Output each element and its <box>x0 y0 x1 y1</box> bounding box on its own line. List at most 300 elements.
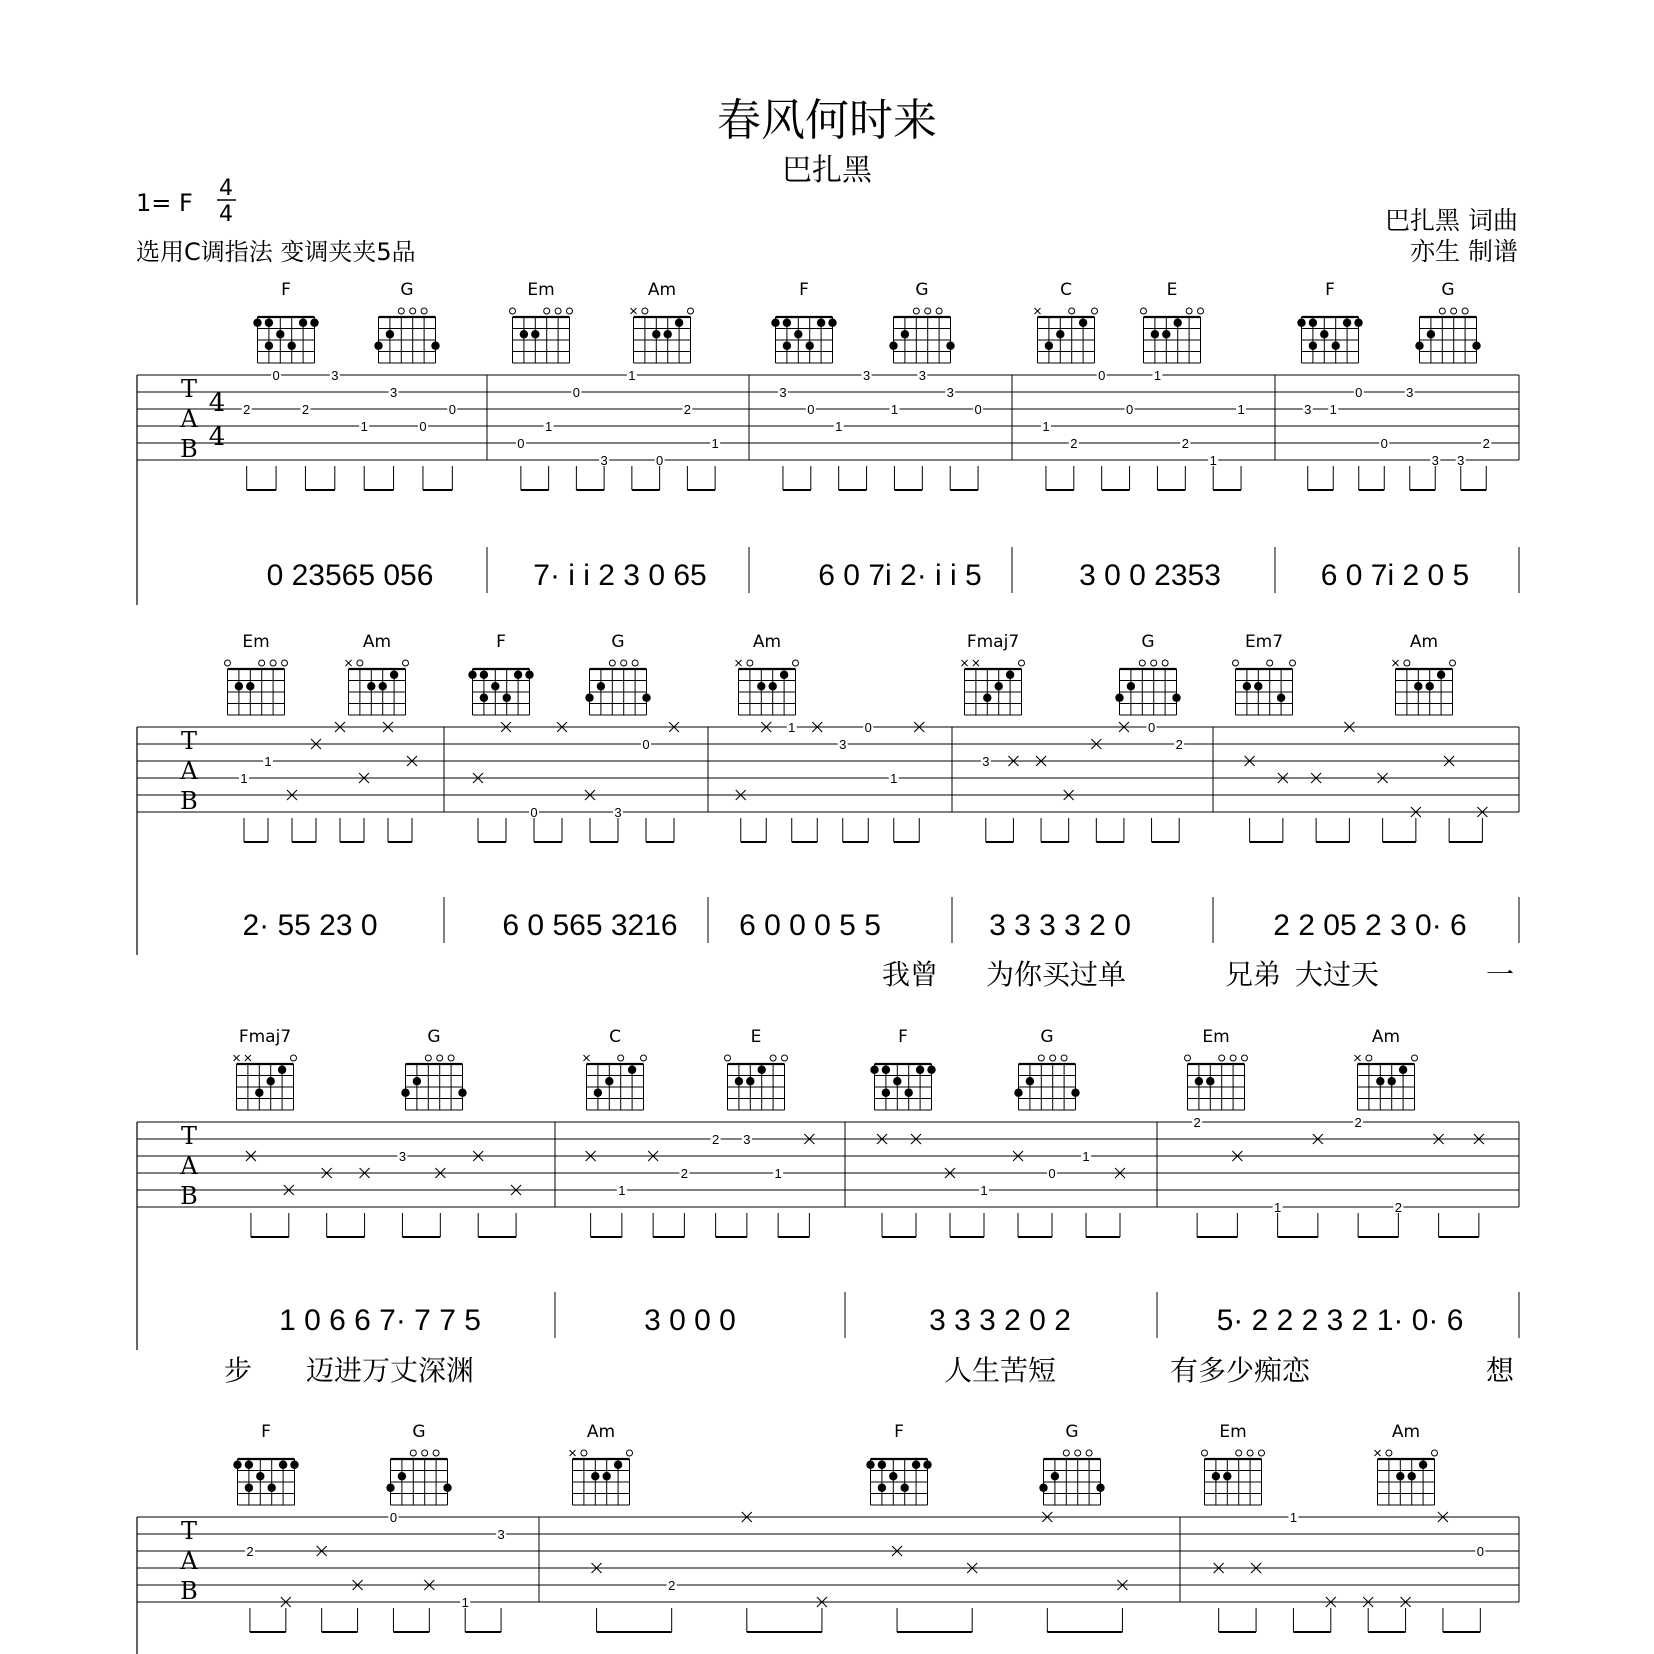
open-string-marker <box>1267 660 1273 666</box>
tab-fret-number: 3 <box>862 368 871 383</box>
chord-dot <box>458 1089 466 1097</box>
open-string-marker <box>1247 1450 1253 1456</box>
chord-name: E <box>1166 280 1178 300</box>
tab-fret-number: 1 <box>461 1595 469 1610</box>
tab-fret-number: 3 <box>1457 453 1465 468</box>
open-string-marker <box>770 1055 776 1061</box>
tab-fret-number: 1 <box>890 771 898 786</box>
jianpu-measure: 6 0 7i 2 0 5 <box>1320 559 1470 592</box>
chord-name: Am <box>1391 1422 1421 1442</box>
chord-diagram-c <box>1035 280 1098 363</box>
open-string-marker <box>1219 1055 1225 1061</box>
chord-dot <box>290 1461 298 1469</box>
jianpu-measure: 3 3 3 2 0 2 <box>929 1304 1071 1337</box>
open-string-marker <box>641 1055 647 1061</box>
chord-name: G <box>915 280 929 300</box>
tab-fret-number: 2 <box>1394 1200 1402 1215</box>
chord-name: F <box>281 280 291 300</box>
tab-clef-letter: A <box>180 757 198 785</box>
chord-dot <box>757 682 765 690</box>
artist-name: 巴扎黑 <box>782 153 872 188</box>
chord-dot <box>1320 330 1328 338</box>
tab-fret-number: 3 <box>497 1527 505 1542</box>
open-string-marker <box>688 308 694 314</box>
tab-fret-number: 0 <box>272 368 280 383</box>
chord-dot <box>386 330 394 338</box>
system-3 <box>137 1114 1519 1387</box>
tab-fret-number: 0 <box>419 419 427 434</box>
chord-name: G <box>427 1027 441 1047</box>
chord-dot <box>1071 1089 1079 1097</box>
chord-name: G <box>400 280 414 300</box>
chord-dot <box>882 1089 890 1097</box>
tab-fret-number: 2 <box>1175 737 1183 752</box>
open-string-marker <box>1412 1055 1418 1061</box>
system-1 <box>137 367 1519 605</box>
chord-dot <box>664 330 672 338</box>
chord-diagram-am <box>570 1422 633 1505</box>
chord-diagram-g <box>889 280 954 363</box>
capo-instruction: 选用C调指法 变调夹夹5品 <box>136 238 416 266</box>
chord-dot <box>1045 342 1053 350</box>
open-string-marker <box>621 660 627 666</box>
chord-dot <box>265 319 273 327</box>
chord-diagram-g <box>401 1027 466 1110</box>
chord-dot <box>901 1484 909 1492</box>
tab-fret-number: 1 <box>1237 402 1245 417</box>
lyric-phrase: 有多少痴恋 <box>1169 1354 1311 1387</box>
chord-dot <box>1006 671 1014 679</box>
open-string-marker <box>282 660 288 666</box>
chord-dot <box>503 694 511 702</box>
open-string-marker <box>1432 1450 1438 1456</box>
tab-clef-letter: B <box>180 435 198 463</box>
chord-dot <box>1039 1484 1047 1492</box>
chord-dot <box>1437 671 1445 679</box>
chord-dot <box>735 1077 743 1085</box>
chord-diagram-am <box>1375 1422 1438 1505</box>
tab-fret-number: 3 <box>398 1149 407 1164</box>
chord-name: Em <box>242 632 270 652</box>
open-string-marker <box>913 308 919 314</box>
tab-fret-number: 3 <box>743 1132 751 1147</box>
chord-dot <box>514 671 522 679</box>
chord-dot <box>783 342 791 350</box>
jianpu-measure: 5· 2 2 2 3 2 1· 0· 6 <box>1216 1304 1464 1337</box>
open-string-marker <box>1075 1450 1081 1456</box>
tab-time-bottom: 4 <box>208 422 226 452</box>
tab-fret-number: 3 <box>389 385 398 400</box>
chord-dot <box>878 1484 886 1492</box>
chord-dot <box>1174 319 1182 327</box>
chord-diagram-am <box>1393 632 1456 715</box>
open-string-marker <box>1259 1450 1265 1456</box>
tab-fret-number: 1 <box>545 419 553 434</box>
chord-dot <box>605 1077 613 1085</box>
chord-diagram-f <box>870 1027 935 1110</box>
chord-dot <box>878 1461 886 1469</box>
open-string-marker <box>925 308 931 314</box>
jianpu-measure: 2· 55 23 0 <box>242 909 378 942</box>
chord-dot <box>783 319 791 327</box>
chord-dot <box>491 682 499 690</box>
chord-dot <box>1309 319 1317 327</box>
open-string-marker <box>410 308 416 314</box>
chord-dot <box>1376 1077 1384 1085</box>
chord-diagram-g <box>1415 280 1480 363</box>
open-string-marker <box>422 1450 428 1456</box>
tab-fret-number: 3 <box>1431 453 1439 468</box>
chord-name: Em <box>1202 1027 1230 1047</box>
chord-dot <box>585 694 593 702</box>
chord-name: E <box>750 1027 762 1047</box>
tab-fret-number: 1 <box>1329 402 1337 417</box>
open-string-marker <box>1451 308 1457 314</box>
open-string-marker <box>1236 1450 1242 1456</box>
tab-fret-number: 1 <box>264 754 272 769</box>
chord-dot <box>1414 682 1422 690</box>
chord-dot <box>916 1066 924 1074</box>
chord-dot <box>1079 319 1087 327</box>
chord-dot <box>245 1484 253 1492</box>
chord-diagram-g <box>1039 1422 1104 1505</box>
chord-name: Em <box>527 280 555 300</box>
jianpu-measure: 7· i i 2 3 0 65 <box>533 559 707 592</box>
open-string-marker <box>747 660 753 666</box>
chord-dot <box>1056 330 1064 338</box>
chord-diagram-am <box>346 632 409 715</box>
chord-diagram-g <box>1014 1027 1079 1110</box>
chord-name: Am <box>586 1422 616 1442</box>
chord-dot <box>1388 1077 1396 1085</box>
chord-name: Am <box>647 280 677 300</box>
song-title: 春风何时来 <box>717 95 937 146</box>
tab-fret-number: 1 <box>1274 1200 1282 1215</box>
chord-diagram-fmaj7 <box>234 1027 297 1110</box>
chord-dot <box>1396 1472 1404 1480</box>
chord-dot <box>1115 694 1123 702</box>
lyric-phrase: 兄弟 <box>1224 958 1282 991</box>
tab-fret-number: 1 <box>980 1183 988 1198</box>
chord-diagram-am <box>631 280 694 363</box>
open-string-marker <box>581 1450 587 1456</box>
chord-dot <box>614 1461 622 1469</box>
chord-name: G <box>412 1422 426 1442</box>
chord-dot <box>1172 694 1180 702</box>
chord-name: F <box>799 280 809 300</box>
open-string-marker <box>1185 1055 1191 1061</box>
chord-diagram-g <box>374 280 439 363</box>
open-string-marker <box>1038 1055 1044 1061</box>
chord-dot <box>468 671 476 679</box>
tab-fret-number: 2 <box>680 1166 688 1181</box>
score-systems <box>137 280 1519 1654</box>
chord-diagram-g <box>1115 632 1180 715</box>
open-string-marker <box>1063 1450 1069 1456</box>
open-string-marker <box>1151 660 1157 666</box>
chord-name: Am <box>362 632 392 652</box>
chord-dot <box>268 1484 276 1492</box>
time-signature-bottom: 4 <box>219 202 233 227</box>
chord-name: F <box>496 632 506 652</box>
tab-fret-number: 0 <box>642 737 650 752</box>
chord-diagram-f <box>1297 280 1362 363</box>
chord-dot <box>235 682 243 690</box>
chord-name: Fmaj7 <box>966 632 1020 652</box>
chord-dot <box>1212 1472 1220 1480</box>
open-string-marker <box>1086 1450 1092 1456</box>
chord-dot <box>367 682 375 690</box>
tab-fret-number: 3 <box>1406 385 1414 400</box>
tab-fret-number: 0 <box>1355 385 1363 400</box>
chord-dot <box>233 1461 241 1469</box>
tab-fret-number: 0 <box>1476 1544 1484 1559</box>
open-string-marker <box>433 1450 439 1456</box>
lyricist-credit: 巴扎黑 词曲 <box>1385 206 1518 235</box>
tab-fret-number: 3 <box>600 453 608 468</box>
chord-name: F <box>898 1027 908 1047</box>
chord-dot <box>594 1089 602 1097</box>
jianpu-measure: 2 2 05 2 3 0· 6 <box>1273 909 1467 942</box>
chord-dot <box>1343 319 1351 327</box>
chord-diagram-c <box>584 1027 647 1110</box>
open-string-marker <box>270 660 276 666</box>
jianpu-measure: 1 0 6 6 7· 7 7 5 <box>279 1304 481 1337</box>
open-string-marker <box>1450 660 1456 666</box>
tab-fret-number: 2 <box>683 402 691 417</box>
tab-fret-number: 1 <box>360 419 368 434</box>
chord-dot <box>905 1089 913 1097</box>
tab-fret-number: 3 <box>1304 402 1312 417</box>
open-string-marker <box>793 660 799 666</box>
chord-diagram-em <box>510 280 573 363</box>
tab-fret-number: 2 <box>1482 436 1490 451</box>
tab-fret-number: 3 <box>982 754 990 769</box>
chord-dot <box>652 330 660 338</box>
open-string-marker <box>1439 308 1445 314</box>
chord-dot <box>769 682 777 690</box>
chord-dot <box>531 330 539 338</box>
chord-dot <box>398 1472 406 1480</box>
tab-fret-number: 0 <box>530 805 538 820</box>
lyric-phrase: 步 <box>223 1354 253 1387</box>
tab-clef-letter: B <box>180 787 198 815</box>
chord-name: Am <box>752 632 782 652</box>
tab-fret-number: 0 <box>517 436 525 451</box>
tab-fret-number: 1 <box>628 368 636 383</box>
jianpu-measure: 6 0 7i 2· i i 5 <box>818 559 982 592</box>
jianpu-measure: 3 0 0 2353 <box>1079 559 1221 592</box>
chord-dot <box>946 342 954 350</box>
chord-name: G <box>611 632 625 652</box>
open-string-marker <box>1290 660 1296 666</box>
chord-name: Em <box>1219 1422 1247 1442</box>
chord-dot <box>1309 342 1317 350</box>
chord-dot <box>597 682 605 690</box>
chord-dot <box>1419 1461 1427 1469</box>
open-string-marker <box>225 660 231 666</box>
tab-time-top: 4 <box>208 388 226 418</box>
tab-fret-number: 1 <box>618 1183 626 1198</box>
tab-clef-letter: T <box>180 1517 198 1545</box>
jianpu-measure: 0 23565 056 <box>266 559 434 592</box>
chord-dot <box>1297 319 1305 327</box>
open-string-marker <box>357 660 363 666</box>
chord-dot <box>1206 1077 1214 1085</box>
tab-fret-number: 0 <box>1048 1166 1056 1181</box>
chord-dot <box>1151 330 1159 338</box>
chord-dot <box>1472 342 1480 350</box>
chord-dot <box>379 682 387 690</box>
chord-dot <box>401 1089 409 1097</box>
open-string-marker <box>1162 660 1168 666</box>
chord-dot <box>1051 1472 1059 1480</box>
chord-dot <box>480 694 488 702</box>
tab-fret-number: 2 <box>1354 1115 1362 1130</box>
chord-diagram-em7 <box>1233 632 1296 715</box>
chord-dot <box>771 319 779 327</box>
tab-fret-number: 0 <box>1147 720 1156 735</box>
chord-dot <box>413 1077 421 1085</box>
open-string-marker <box>1462 308 1468 314</box>
tab-fret-number: 0 <box>807 402 815 417</box>
chord-dot <box>817 319 825 327</box>
open-string-marker <box>410 1450 416 1456</box>
chord-diagram-f <box>866 1422 931 1505</box>
chord-dot <box>780 671 788 679</box>
jianpu-measure: 6 0 0 0 5 5 <box>739 909 881 942</box>
tab-fret-number: 2 <box>668 1578 676 1593</box>
chord-dot <box>246 682 254 690</box>
chord-name: G <box>1065 1422 1079 1442</box>
chord-dot <box>278 1066 286 1074</box>
chord-dot <box>1399 1066 1407 1074</box>
tab-clef-letter: B <box>180 1577 198 1605</box>
chord-name: G <box>1040 1027 1054 1047</box>
tab-fret-number: 1 <box>1153 368 1162 383</box>
tab-clef-letter: T <box>180 1122 198 1150</box>
open-string-marker <box>609 660 615 666</box>
tab-fret-number: 2 <box>1181 436 1189 451</box>
open-string-marker <box>1050 1055 1056 1061</box>
tab-fret-number: 3 <box>918 368 926 383</box>
tab-fret-number: 2 <box>1193 1115 1201 1130</box>
system-2 <box>137 719 1519 991</box>
tab-fret-number: 3 <box>779 385 787 400</box>
tab-fret-number: 0 <box>864 720 872 735</box>
chord-dot <box>520 330 528 338</box>
chord-dot <box>628 1066 636 1074</box>
chord-dot <box>279 1461 287 1469</box>
tab-fret-number: 0 <box>1380 436 1388 451</box>
chord-dot <box>480 671 488 679</box>
open-string-marker <box>421 308 427 314</box>
chord-dot <box>927 1066 935 1074</box>
open-string-marker <box>936 308 942 314</box>
open-string-marker <box>567 308 573 314</box>
chord-diagram-f <box>233 1422 298 1505</box>
open-string-marker <box>1092 308 1098 314</box>
open-string-marker <box>725 1055 731 1061</box>
tab-clef-letter: T <box>180 727 198 755</box>
open-string-marker <box>437 1055 443 1061</box>
chord-diagram-f <box>771 280 836 363</box>
open-string-marker <box>291 1055 297 1061</box>
chord-diagram-e <box>1141 280 1204 363</box>
tab-fret-number: 3 <box>331 368 339 383</box>
open-string-marker <box>1069 308 1075 314</box>
tab-fret-number: 0 <box>1098 368 1106 383</box>
tab-fret-number: 3 <box>614 805 622 820</box>
tab-fret-number: 2 <box>301 402 310 417</box>
chord-name: Fmaj7 <box>238 1027 292 1047</box>
chord-dot <box>310 319 318 327</box>
tab-fret-number: 3 <box>839 737 847 752</box>
tab-clef-letter: A <box>180 1547 198 1575</box>
chord-diagram-f <box>253 280 318 363</box>
lyric-phrase: 迈进万丈深渊 <box>305 1354 475 1387</box>
chord-name: F <box>1325 280 1335 300</box>
chord-dot <box>1014 1089 1022 1097</box>
chord-name: G <box>1441 280 1455 300</box>
chord-dot <box>1415 342 1423 350</box>
open-string-marker <box>632 660 638 666</box>
chord-diagram-g <box>585 632 650 715</box>
tab-fret-number: 1 <box>1042 419 1050 434</box>
chord-dot <box>1223 1472 1231 1480</box>
chord-dot <box>591 1472 599 1480</box>
open-string-marker <box>1141 308 1147 314</box>
tab-fret-number: 1 <box>890 402 899 417</box>
tab-clef-letter: A <box>180 1152 198 1180</box>
chord-diagram-am <box>1355 1027 1418 1110</box>
open-string-marker <box>1230 1055 1236 1061</box>
open-string-marker <box>1233 660 1239 666</box>
open-string-marker <box>1202 1450 1208 1456</box>
chord-dot <box>882 1066 890 1074</box>
chord-dot <box>995 682 1003 690</box>
chord-dot <box>1354 319 1362 327</box>
chord-dot <box>374 342 382 350</box>
tab-fret-number: 0 <box>448 402 456 417</box>
tab-fret-number: 1 <box>711 436 719 451</box>
chord-diagram-fmaj7 <box>962 632 1025 715</box>
tab-fret-number: 1 <box>1082 1149 1090 1164</box>
tab-clef-letter: T <box>180 375 198 403</box>
chord-dot <box>265 342 273 350</box>
chord-diagram-e <box>725 1027 788 1110</box>
open-string-marker <box>782 1055 788 1061</box>
open-string-marker <box>544 308 550 314</box>
chord-name: Em7 <box>1244 632 1284 652</box>
open-string-marker <box>398 308 404 314</box>
tab-fret-number: 1 <box>240 771 248 786</box>
lyric-phrase: 我曾 <box>881 958 939 991</box>
chord-name: Am <box>1371 1027 1401 1047</box>
tab-fret-number: 2 <box>243 402 251 417</box>
chord-dot <box>889 342 897 350</box>
open-string-marker <box>1061 1055 1067 1061</box>
open-string-marker <box>403 660 409 666</box>
chord-dot <box>675 319 683 327</box>
lyric-phrase: 人生苦短 <box>943 1354 1057 1387</box>
tab-fret-number: 0 <box>974 402 982 417</box>
chord-dot <box>806 342 814 350</box>
open-string-marker <box>618 1055 624 1061</box>
chord-diagram-f <box>468 632 533 715</box>
chord-diagram-em <box>1185 1027 1248 1110</box>
chord-name: C <box>609 1027 621 1047</box>
